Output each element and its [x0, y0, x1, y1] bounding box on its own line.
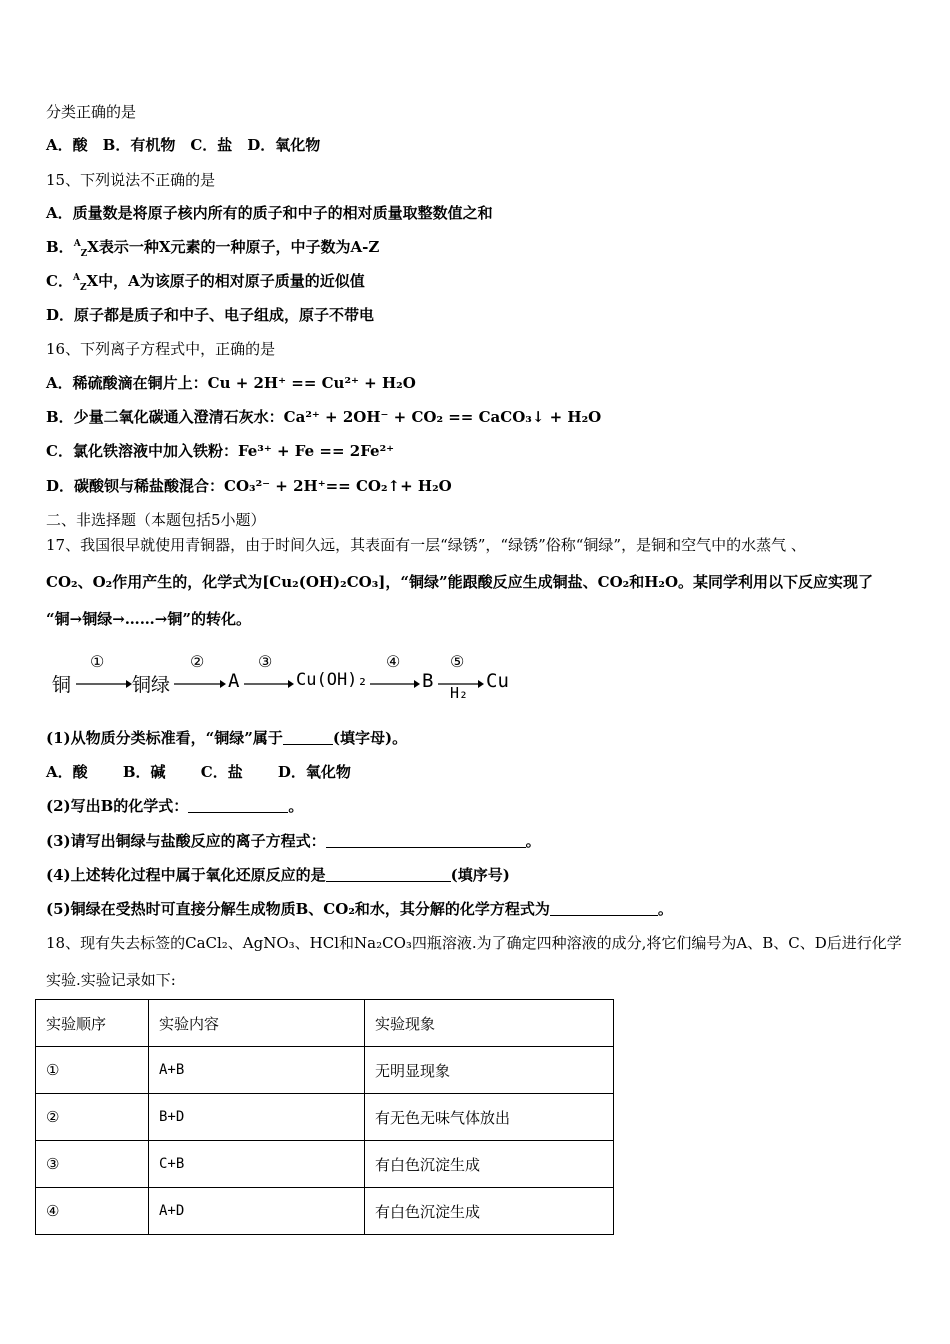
q15-option-c: C．$^A_Z$X中，A为该原子的相对原子质量的近似值 [46, 272, 365, 293]
step-3-label: ③ [258, 652, 273, 671]
header-phenomenon: 实验现象 [365, 1000, 614, 1047]
table-row [36, 1047, 614, 1094]
arrow-4-icon [370, 680, 420, 688]
q17-part-5: (5)铜绿在受热时可直接分解生成物质B、CO₂和水，其分解的化学方程式为 。 [46, 900, 673, 918]
step-2-label: ② [190, 652, 205, 671]
row-order: ① [36, 1047, 149, 1094]
step-4-label: ④ [386, 652, 401, 671]
step-5-reagent: H₂ [450, 684, 469, 702]
step-5-label: ⑤ [450, 652, 465, 671]
arrow-3-icon [244, 680, 294, 688]
row-content: B+D [149, 1094, 365, 1141]
q16-stem: 16、下列离子方程式中，正确的是 [46, 340, 276, 358]
q17-line-1: 17、我国很早就使用青铜器，由于时间久远，其表面有一层“绿锈”，“绿锈”俗称“铜绿”，是铜和空气中的水蒸气 、 [46, 536, 806, 554]
row-phenomenon: 有白色沉淀生成 [365, 1188, 614, 1235]
q16-option-a: A．稀硫酸滴在铜片上：Cu + 2H⁺ == Cu²⁺ + H₂O [46, 374, 416, 392]
q17-line-2: CO₂、O₂作用产生的，化学式为[Cu₂(OH)₂CO₃]，“铜绿”能跟酸反应生成铜盐、CO₂和H₂O。某同学利用以下反应实现了 [46, 573, 874, 591]
answer-blank-1[interactable] [283, 730, 333, 745]
q17-part-3: (3)请写出铜绿与盐酸反应的离子方程式： 。 [46, 832, 541, 850]
table-header-row [36, 1000, 614, 1047]
answer-blank-4[interactable] [326, 867, 451, 882]
q17-part-4: (4)上述转化过程中属于氧化还原反应的是 (填序号) [46, 866, 510, 884]
header-order: 实验顺序 [36, 1000, 149, 1047]
q17-part-1: (1)从物质分类标准看，“铜绿”属于 (填字母)。 [46, 729, 408, 747]
row-content: A+D [149, 1188, 365, 1235]
header-content: 实验内容 [149, 1000, 365, 1047]
chain-b: B [422, 670, 434, 692]
q17-part-1-options: A．酸 B．碱 C．盐 D．氧化物 [46, 763, 351, 781]
q15-stem: 15、下列说法不正确的是 [46, 171, 216, 189]
q16-option-c: C．氯化铁溶液中加入铁粉：Fe³⁺ + Fe == 2Fe²⁺ [46, 442, 395, 460]
section-2-title: 二、非选择题（本题包括5小题） [46, 511, 266, 529]
arrow-1-icon [76, 680, 132, 688]
q18-line-2: 实验.实验记录如下: [46, 971, 176, 989]
q14-tail: 分类正确的是 [46, 103, 137, 121]
q15-option-a: A．质量数是将原子核内所有的质子和中子的相对质量取整数值之和 [46, 204, 493, 222]
q14-options: A．酸 B．有机物 C．盐 D．氧化物 [46, 136, 321, 154]
row-order: ④ [36, 1188, 149, 1235]
table-row [36, 1141, 614, 1188]
q18-line-1: 18、现有失去标签的CaCl₂、AgNO₃、HCl和Na₂CO₃四瓶溶液.为了确定四种溶液的成分,将它们编号为A、B、C、D后进行化学 [46, 934, 902, 952]
row-content: A+B [149, 1047, 365, 1094]
q15-option-d: D．原子都是质子和中子、电子组成，原子不带电 [46, 306, 375, 324]
q17-line-3: “铜→铜绿→……→铜”的转化。 [46, 610, 251, 628]
answer-blank-3[interactable] [326, 833, 526, 848]
atomic-number-sub: Z [80, 249, 88, 259]
chain-verdigris: 铜绿 [132, 674, 171, 696]
q15-option-b: B．$^A_Z$X表示一种X元素的一种原子，中子数为A-Z [46, 238, 380, 259]
row-content: C+B [149, 1141, 365, 1188]
chain-a: A [228, 670, 240, 692]
q17-part-2: (2)写出B的化学式： 。 [46, 797, 304, 815]
conversion-chain-diagram [52, 654, 522, 702]
experiment-table [35, 999, 614, 1235]
table-row [36, 1094, 614, 1141]
step-1-label: ① [90, 652, 105, 671]
answer-blank-2[interactable] [188, 798, 288, 813]
chain-copper: 铜 [52, 674, 72, 696]
row-phenomenon: 有白色沉淀生成 [365, 1141, 614, 1188]
answer-blank-5[interactable] [550, 901, 658, 916]
arrow-2-icon [174, 680, 226, 688]
chain-cuoh2: Cu(OH)₂ [296, 670, 368, 690]
row-order: ③ [36, 1141, 149, 1188]
row-phenomenon: 无明显现象 [365, 1047, 614, 1094]
chain-cu: Cu [486, 670, 509, 692]
table-row [36, 1188, 614, 1235]
q16-option-d: D．碳酸钡与稀盐酸混合：CO₃²⁻ + 2H⁺== CO₂↑+ H₂O [46, 477, 452, 495]
q16-option-b: B．少量二氧化碳通入澄清石灰水：Ca²⁺ + 2OH⁻ + CO₂ == CaCO₃↓ + H₂O [46, 408, 602, 426]
mass-number-sup: A [73, 239, 81, 249]
row-phenomenon: 有无色无味气体放出 [365, 1094, 614, 1141]
row-order: ② [36, 1094, 149, 1141]
